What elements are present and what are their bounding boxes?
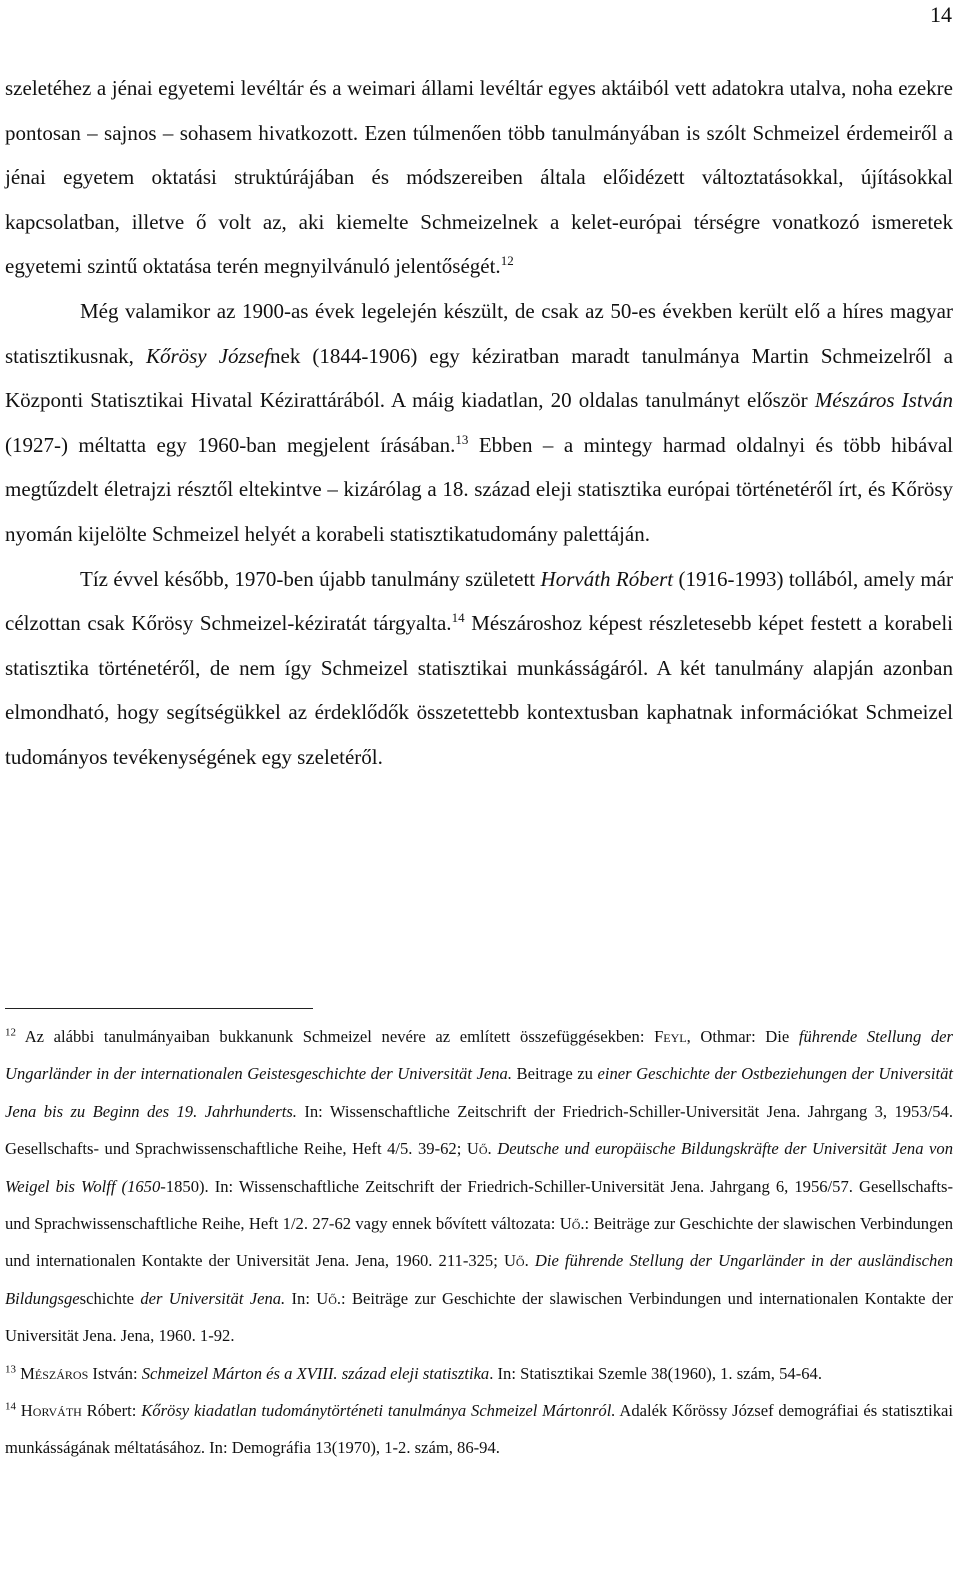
text-run: Az alábbi tanulmányaiban bukkanunk Schmeizel nevére az említett összefüggésekben: (16, 1027, 655, 1046)
paragraph (5, 66, 953, 289)
text-run: Tíz évvel később, 1970-ben újabb tanulmány született (80, 566, 541, 591)
footnote-ref: 14 (451, 610, 465, 626)
author-name: Horváth (20, 1401, 82, 1421)
text-run: . In: Statisztikai Szemle 38(1960), 1. szám, 54-64. (489, 1363, 822, 1383)
italic-text: Horváth Róbert (540, 566, 674, 591)
text-run: schichte (79, 1288, 141, 1308)
text-run: , Othmar: Die (686, 1027, 799, 1046)
author-name: Mészáros (20, 1363, 89, 1383)
author-name: Uő (503, 1251, 525, 1271)
italic-text: der Universität Jena. (140, 1288, 286, 1308)
text-run: 1850). In: Wissenschaftliche Zeitschrift der Friedrich-Schiller-Universität Jena. Jahrgang 6, 1956/57. Gesellschafts- und Sprachwissenschaftliche Reihe, Heft 1/2. 27-62 vagy ennek bővített változata: (5, 1176, 953, 1234)
author-name: Uő (466, 1139, 488, 1159)
text-run: .: Beiträge zur Geschichte der slawischen Verbindungen und internationalen Kontakte der Universität Jena. Jena, 1960. 211-325; (5, 1214, 953, 1271)
author-name: Feyl (654, 1027, 687, 1046)
text-run: Mészároshoz képest részletesebb képet festett a korabeli statisztika történetéről, de nem így Schmeizel statisztikai munkásságáról. A két tanulmány alapján azonban elmondható, hogy segítségükkel az érdeklődők összetettebb kontextusban kaphatnak információkat Schmeizel tudományos tevékenységének egy szeletéről. (5, 611, 954, 769)
italic-text: führende Stellung der Ungarländer in der internationalen Geistesgeschichte der Universität Jena. (5, 1027, 954, 1084)
italic-text: Die führende Stellung der Ungarländer in der ausländischen Bildungsge (5, 1251, 954, 1308)
text-run: Róbert: (81, 1401, 142, 1421)
text-run: (1916-1993) tollából, amely már célzottan csak Kőrösy Schmeizel-kéziratát tárgyalta. (5, 566, 953, 636)
body-text (5, 66, 953, 780)
italic-text: Mészáros István (814, 388, 953, 413)
footnote-ref: 13 (5, 1363, 16, 1376)
italic-text: Deutsche und europäische Bildungskräfte der Universität Jena von Weigel bis Wolff (1650- (5, 1139, 954, 1196)
text-run: István: (88, 1363, 142, 1383)
footnote-ref: 14 (5, 1400, 16, 1413)
text-run: Ebben – a mintegy harmad oldalnyi és több hibával megtűzdelt életrajzi résztől eltekintve – kizárólag a 18. század eleji statisztika európai történetéről írt, és Kőrösy nyomán kijelölte Schmeizel helyét a korabeli statisztikatudomány palettáján. (5, 432, 953, 546)
italic-text: Kőrösy József (145, 343, 270, 368)
footnote-ref: 13 (455, 431, 469, 447)
author-name: Uő (316, 1288, 337, 1308)
footnote (5, 1355, 953, 1392)
text-run: Beitrage zu (512, 1064, 598, 1084)
text-run: . (487, 1139, 498, 1159)
text-run: Adalék Kőrössy József demográfiai és statisztikai munkásságának méltatásához. In: Demográfia 13(1970), 1-2. szám, 86-94. (5, 1401, 953, 1458)
paragraph (5, 289, 953, 557)
page-number: 14 (930, 2, 952, 27)
footnote (5, 1392, 953, 1467)
text-run: . (524, 1251, 535, 1271)
text-run: (1927-) méltatta egy 1960-ban megjelent írásában. (5, 432, 456, 457)
italic-text: Kőrösy kiadatlan tudománytörténeti tanulmánya Schmeizel Mártonról. (141, 1401, 616, 1421)
footnote-separator (5, 1008, 313, 1009)
paragraph (5, 557, 953, 780)
footnote-ref: 12 (500, 253, 514, 269)
text-run: Még valamikor az 1900-as évek legelején készült, de csak az 50-es években került elő a híres magyar statisztikusnak, (5, 298, 953, 368)
text-run: In: Wissenschaftliche Zeitschrift der Friedrich-Schiller-Universität Jena. Jahrgang 3, 1953/54. Gesellschafts- und Sprachwissenschaftliche Reihe, Heft 4/5. 39-62; (5, 1101, 953, 1159)
footnote (5, 1018, 953, 1355)
italic-text: Schmeizel Márton és a XVIII. század eleji statisztika (141, 1363, 490, 1383)
text-run: In: (285, 1288, 317, 1308)
italic-text: einer Geschichte der Ostbeziehungen der Universität Jena bis zu Beginn des 19. Jahrhunderts. (5, 1064, 953, 1121)
author-name: Uő (559, 1214, 581, 1234)
text-run: szeletéhez a jénai egyetemi levéltár és a weimari állami levéltár egyes aktáiból vett adatokra utalva, noha ezekre pontosan – sajnos – sohasem hivatkozott. Ezen túlmenően több tanulmányában is szólt Schmeizel érdemeiről a jénai egyetem oktatási struktúrájában és módszereiben általa előidézett változtatásokkal, újításokkal kapcsolatban, illetve ő volt az, aki kiemelte Schmeizelnek a kelet-európai térségre vonatkozó ismeretek egyetemi szintű oktatása terén megnyilvánuló jelentőségét. (5, 76, 953, 279)
footnotes (5, 1018, 953, 1467)
text-run: nek (1844-1906) egy kéziratban maradt tanulmánya Martin Schmeizelről a Központi Statisztikai Hivatal Kézirattárából. A máig kiadatlan, 20 oldalas tanulmányt először (5, 343, 953, 413)
text-run: .: Beiträge zur Geschichte der slawischen Verbindungen und internationalen Kontakte der Universität Jena. Jena, 1960. 1-92. (5, 1288, 953, 1346)
footnote-ref: 12 (5, 1026, 16, 1039)
